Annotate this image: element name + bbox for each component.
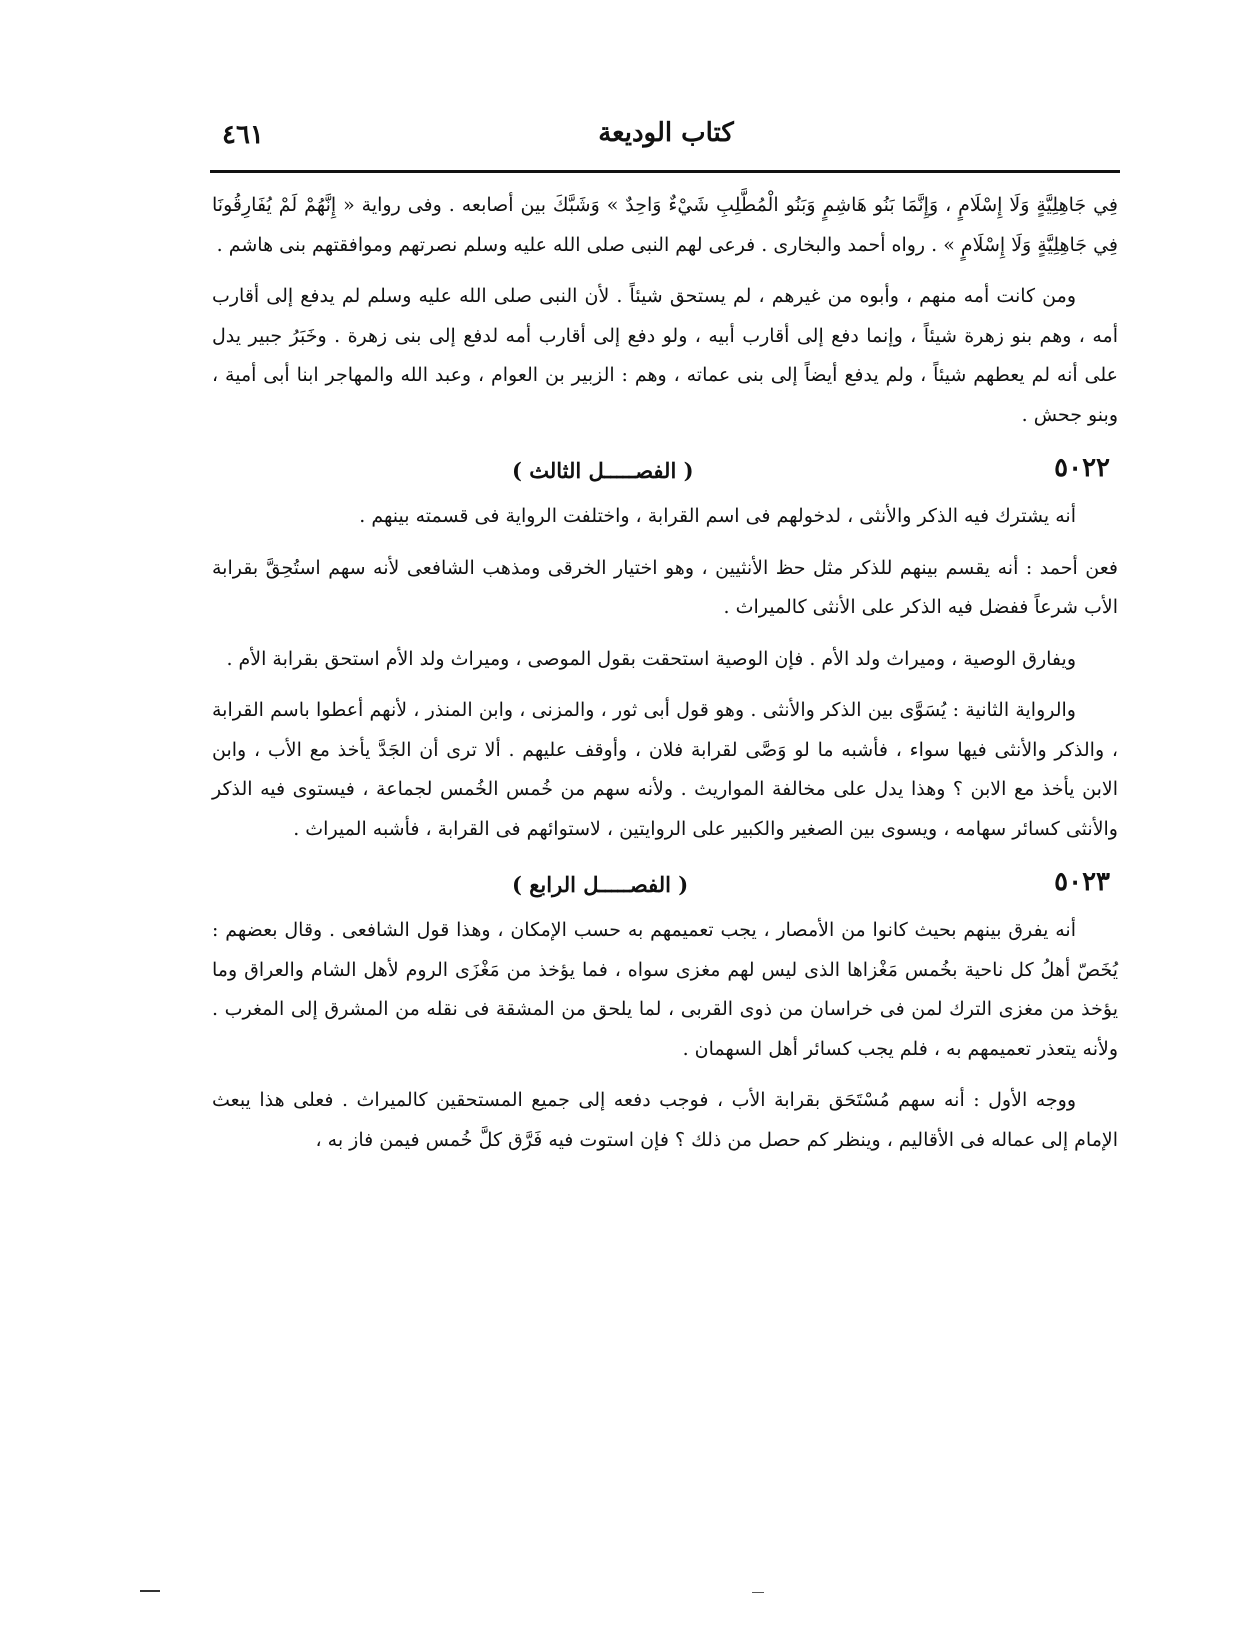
paragraph: أنه يفرق بينهم بحيث كانوا من الأمصار ، يجب تعميمهم به حسب الإمكان ، وهذا قول الشافعى . وقال بعضهم : يُخَصّ أهلُ كل ناحية بخُمس مَغْزاها الذى ليس لهم مغزى سواه ، فما يؤخذ من مَغْزَى الروم لأهل الشام والعراق وما يؤخذ من مغزى الترك لمن فى خراسان من ذوى القربى ، لما يلحق من المشقة فى نقله من المشرق إلى المغرب . ولأنه يتعذر تعميمهم به ، فلم يجب كسائر أهل السهمان . xyxy=(212,919,1118,1060)
paragraph: فِي جَاهِلِيَّةٍ وَلَا إِسْلَامٍ ، وَإِنَّمَا بَنُو هَاشِمٍ وَبَنُو الْمُطَّلِبِ شَيْءٌ وَاحِدٌ » وَشَبَّكَ بين أصابعه . وفى رواية « إِنَّهُمْ لَمْ يُفَارِقُونَا فِي جَاهِلِيَّةٍ وَلَا إِسْلَامٍ » . رواه أحمد والبخارى . فرعى لهم النبى صلى الله عليه وسلم نصرتهم وموافقتهم بنى هاشم . xyxy=(212,194,1118,256)
section-title: ( الفصـــــل الثالث ) xyxy=(512,458,694,483)
section-title: ( الفصـــــل الرابع ) xyxy=(512,872,689,897)
paragraph: ووجه الأول : أنه سهم مُسْتَحَق بقرابة الأب ، فوجب دفعه إلى جميع المستحقين كالميراث . فعلى هذا يبعث الإمام إلى عماله فى الأقاليم ، وينظر كم حصل من ذلك ؟ فإن استوت فيه فَرَّق كلَّ خُمس فيمن فاز به ، xyxy=(212,1089,1118,1151)
section-heading xyxy=(212,861,1118,905)
section-heading xyxy=(212,447,1118,491)
page-body xyxy=(212,186,1118,1172)
section-number: ٥٠٢٢ xyxy=(1054,453,1110,483)
section-number: ٥٠٢٣ xyxy=(1054,867,1110,897)
scan-mark xyxy=(140,1590,160,1592)
scan-mark xyxy=(752,1592,764,1593)
header-rule xyxy=(210,170,1120,173)
page-header xyxy=(212,118,1120,162)
paragraph: فعن أحمد : أنه يقسم بينهم للذكر مثل حظ الأنثيين ، وهو اختيار الخرقى ومذهب الشافعى لأنه سهم استُحِقَّ بقرابة الأب شرعاً ففضل فيه الذكر على الأنثى كالميراث . xyxy=(212,556,1118,618)
running-title: كتاب الوديعة xyxy=(598,118,734,148)
paragraph: والرواية الثانية : يُسَوَّى بين الذكر والأنثى . وهو قول أبى ثور ، والمزنى ، وابن المنذر ، لأنهم أعطوا باسم القرابة ، والذكر والأنثى فيها سواء ، فأشبه ما لو وَصَّى لقرابة فلان ، وأوقف عليهم . ألا ترى أن الجَدَّ يأخذ مع الأب ، وابن الابن يأخذ مع الابن ؟ وهذا يدل على مخالفة المواريث . ولأنه سهم من خُمس الخُمس لجماعة ، فيستوى فيه الذكر والأنثى كسائر سهامه ، ويسوى بين الصغير والكبير على الروايتين ، لاستوائهم فى القرابة ، فأشبه الميراث . xyxy=(212,699,1118,840)
paragraph: ومن كانت أمه منهم ، وأبوه من غيرهم ، لم يستحق شيئاً . لأن النبى صلى الله عليه وسلم لم يدفع إلى أقارب أمه ، وهم بنو زهرة شيئاً ، وإنما دفع إلى أقارب أبيه ، ولو دفع إلى أقارب أمه لدفع إلى بنى زهرة . وخَبَرُ جبير يدل على أنه لم يعطهم شيئاً ، ولم يدفع أيضاً إلى بنى عماته ، وهم : الزبير بن العوام ، وعبد الله والمهاجر ابنا أبى أمية ، وبنو جحش . xyxy=(212,285,1118,426)
paragraph: ويفارق الوصية ، وميراث ولد الأم . فإن الوصية استحقت بقول الموصى ، وميراث ولد الأم استحق بقرابة الأم . xyxy=(226,647,1076,670)
page-number: ٤٦١ xyxy=(222,120,264,150)
paragraph: أنه يشترك فيه الذكر والأنثى ، لدخولهم فى اسم القرابة ، واختلفت الرواية فى قسمته بينهم . xyxy=(359,505,1076,527)
